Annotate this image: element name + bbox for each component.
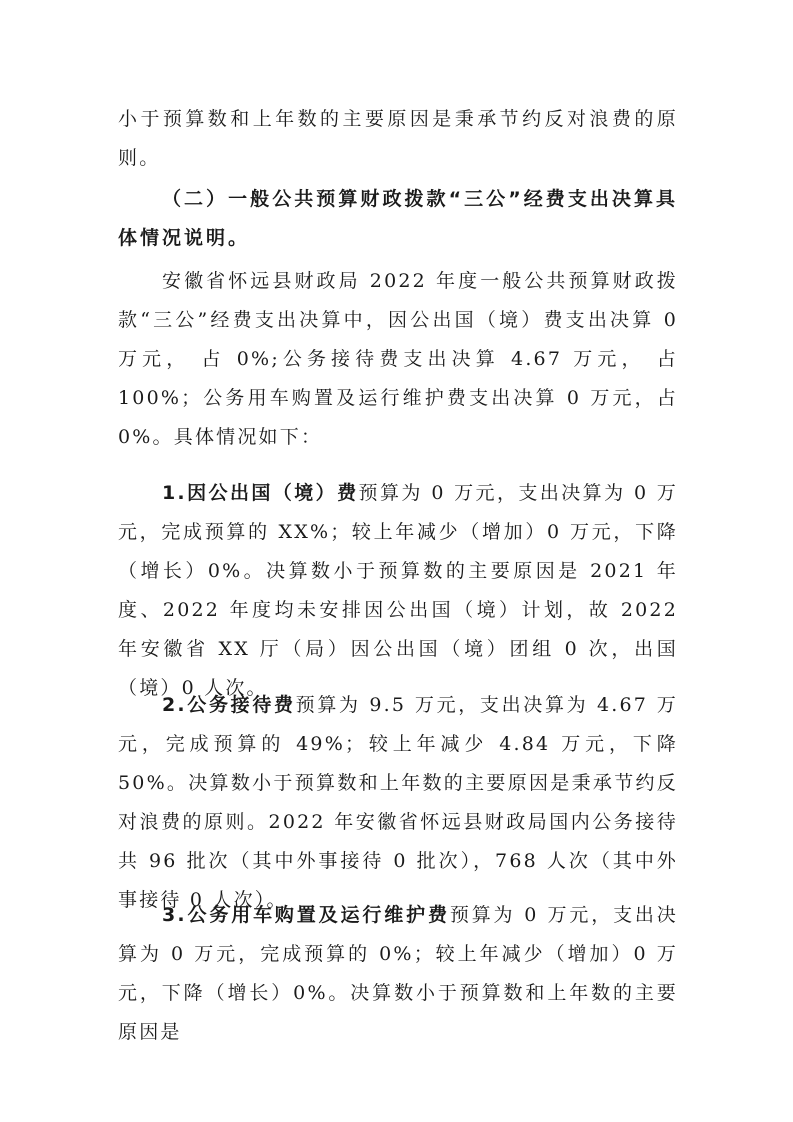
item-body-overseas-travel: 预算为 0 万元，支出决算为 0 万元，完成预算的 XX%；较上年减少（增加）0 万元，下降（增长）0%。决算数小于预算数的主要原因是 2021 年度、2022 年度均未安排因公出国（境）计划，故 2022 年安徽省 XX 厅（局）因公出国（境）团组 0 次，出国（境）0 人次。: [118, 482, 678, 699]
paragraph-summary: 安徽省怀远县财政局 2022 年度一般公共预算财政拨款“三公”经费支出决算中，因公出国（境）费支出决算 0 万元， 占 0%;公务接待费支出决算 4.67 万元， 占 100%；公务用车购置及运行维护费支出决算 0 万元，占 0%。具体情况如下：: [118, 270, 678, 448]
item-body-official-reception: 预算为 9.5 万元，支出决算为 4.67 万元，完成预算的 49%；较上年减少 4.84 万元，下降 50%。决算数小于预算数和上年数的主要原因是秉承节约反对浪费的原则。2022 年安徽省怀远县财政局国内公务接待共 96 批次（其中外事接待 0 批次），768 人次（其中外事接待 0 人次）。: [118, 694, 679, 911]
item-title-overseas-travel: 1.因公出国（境）费: [162, 482, 359, 504]
section-heading: （二）一般公共预算财政拨款“三公”经费支出决算具体情况说明。: [118, 188, 678, 249]
paragraph-official-reception: [118, 686, 678, 920]
paragraph-overseas-travel: [118, 474, 678, 708]
paragraph-official-vehicles: [118, 896, 678, 1052]
paragraph-continuation: 小于预算数和上年数的主要原因是秉承节约反对浪费的原则。: [118, 108, 678, 169]
item-body-official-vehicles: 预算为 0 万元，支出决算为 0 万元，完成预算的 0%；较上年减少（增加）0 万元，下降（增长）0%。决算数小于预算数和上年数的主要原因是: [118, 904, 678, 1043]
item-title-official-vehicles: 3.公务用车购置及运行维护费: [162, 904, 450, 926]
item-title-official-reception: 2.公务接待费: [162, 694, 296, 716]
